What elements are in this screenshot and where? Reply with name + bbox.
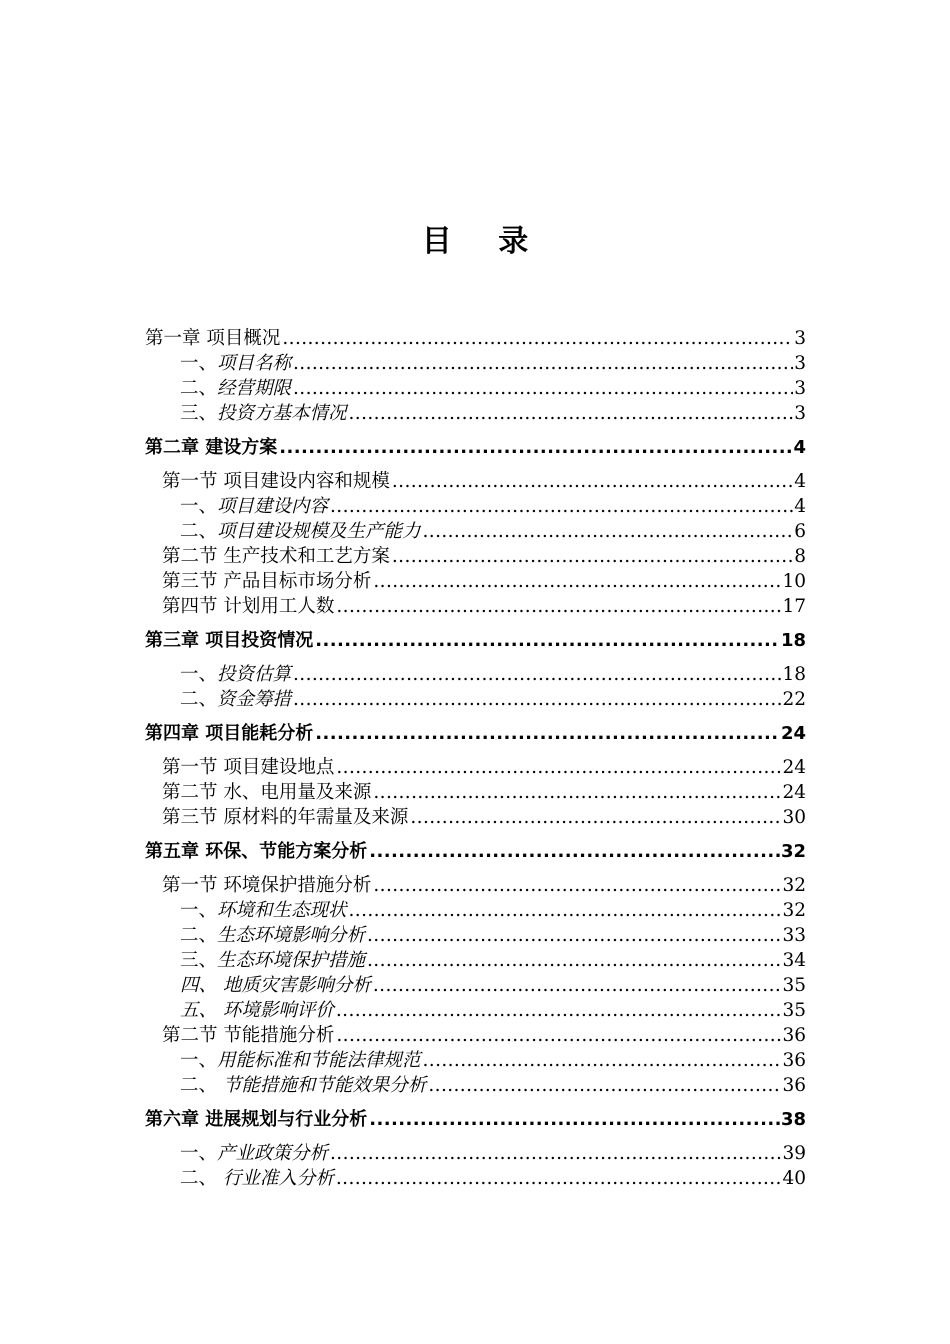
toc-entry-item[interactable] bbox=[145, 1141, 806, 1166]
dot-leader bbox=[293, 351, 793, 376]
dot-leader bbox=[373, 873, 781, 898]
toc-entry-item[interactable] bbox=[145, 376, 806, 401]
toc-entry-label: 第一节 环境保护措施分析 bbox=[162, 875, 372, 896]
dot-leader bbox=[349, 898, 782, 923]
toc-page-number: 8 bbox=[794, 546, 806, 567]
toc-entry-item[interactable] bbox=[145, 351, 806, 376]
toc-entry-item[interactable] bbox=[145, 923, 806, 948]
toc-entry-item[interactable] bbox=[145, 1048, 806, 1073]
toc-entry-label: 第三节 原材料的年需量及来源 bbox=[162, 807, 409, 828]
toc-entry-label: 项目建设规模及生产能力 bbox=[217, 521, 421, 542]
toc-entry-section[interactable] bbox=[145, 469, 806, 494]
toc-page-number: 32 bbox=[780, 841, 806, 862]
toc-page-number: 32 bbox=[782, 875, 806, 896]
toc-entry-number: 三、 bbox=[180, 950, 218, 971]
dot-leader bbox=[336, 755, 781, 780]
toc-page-number: 17 bbox=[782, 596, 806, 617]
toc-entry-section[interactable] bbox=[145, 594, 806, 619]
dot-leader bbox=[336, 1023, 781, 1048]
toc-page-number: 38 bbox=[780, 1109, 806, 1130]
toc-page-number: 3 bbox=[794, 353, 806, 374]
dot-leader bbox=[315, 628, 780, 653]
toc-entry-section[interactable] bbox=[145, 569, 806, 594]
dot-leader bbox=[293, 687, 781, 712]
dot-leader bbox=[369, 839, 780, 864]
dot-leader bbox=[315, 721, 780, 746]
toc-entry-number: 三、 bbox=[180, 403, 218, 424]
toc-entry-number: 二、 bbox=[180, 521, 218, 542]
dot-leader bbox=[423, 519, 794, 544]
toc-page-number: 39 bbox=[782, 1143, 806, 1164]
toc-entry-label: 项目名称 bbox=[217, 353, 292, 374]
table-of-contents bbox=[145, 326, 806, 1191]
toc-entry-label: 用能标准和节能法律规范 bbox=[217, 1050, 421, 1071]
toc-entry-number: 二、 bbox=[180, 1168, 218, 1189]
toc-entry-label: 第二章 建设方案 bbox=[145, 437, 278, 458]
toc-entry-item[interactable] bbox=[145, 898, 806, 923]
toc-entry-label: 第三节 产品目标市场分析 bbox=[162, 571, 372, 592]
toc-page-number: 6 bbox=[794, 521, 806, 542]
dot-leader bbox=[279, 435, 792, 460]
toc-entry-label: 资金筹措 bbox=[217, 689, 292, 710]
dot-leader bbox=[336, 1166, 782, 1191]
toc-page-number: 33 bbox=[782, 925, 806, 946]
toc-page-number: 18 bbox=[782, 664, 806, 685]
toc-page-number: 10 bbox=[782, 571, 806, 592]
dot-leader bbox=[367, 948, 781, 973]
toc-entry-item[interactable] bbox=[145, 494, 806, 519]
toc-entry-label: 经营期限 bbox=[217, 378, 292, 399]
toc-entry-item[interactable] bbox=[145, 687, 806, 712]
dot-leader bbox=[349, 401, 794, 426]
toc-entry-number: 二、 bbox=[180, 925, 218, 946]
toc-entry-number: 二、 bbox=[180, 378, 218, 399]
toc-entry-chapter[interactable] bbox=[145, 1107, 806, 1132]
dot-leader bbox=[410, 805, 781, 830]
toc-entry-number: 一、 bbox=[180, 353, 218, 374]
dot-leader bbox=[373, 569, 781, 594]
toc-page-number: 35 bbox=[782, 975, 806, 996]
toc-page-number: 4 bbox=[793, 437, 806, 458]
toc-entry-label: 第三章 项目投资情况 bbox=[145, 630, 314, 651]
toc-entry-section[interactable] bbox=[145, 873, 806, 898]
toc-page-number: 24 bbox=[780, 723, 806, 744]
toc-entry-item[interactable] bbox=[145, 519, 806, 544]
toc-entry-number: 一、 bbox=[180, 496, 218, 517]
toc-entry-item[interactable] bbox=[145, 973, 806, 998]
toc-entry-label: 项目建设内容 bbox=[217, 496, 329, 517]
toc-entry-label: 投资方基本情况 bbox=[217, 403, 347, 424]
toc-page-number: 30 bbox=[782, 807, 806, 828]
toc-page-number: 4 bbox=[794, 471, 806, 492]
toc-entry-number: 一、 bbox=[180, 664, 218, 685]
toc-entry-label: 第二节 水、电用量及来源 bbox=[162, 782, 372, 803]
dot-leader bbox=[373, 973, 782, 998]
toc-entry-item[interactable] bbox=[145, 948, 806, 973]
toc-entry-label: 地质灾害影响分析 bbox=[217, 975, 371, 996]
toc-entry-label: 产业政策分析 bbox=[217, 1143, 329, 1164]
toc-entry-item[interactable] bbox=[145, 662, 806, 687]
toc-page-number: 40 bbox=[782, 1168, 806, 1189]
toc-entry-item[interactable] bbox=[145, 998, 806, 1023]
toc-entry-section[interactable] bbox=[145, 1023, 806, 1048]
toc-entry-section[interactable] bbox=[145, 755, 806, 780]
dot-leader bbox=[428, 1073, 781, 1098]
toc-entry-label: 投资估算 bbox=[217, 664, 292, 685]
toc-entry-label: 第一节 项目建设内容和规模 bbox=[162, 471, 390, 492]
toc-entry-label: 第一章 项目概况 bbox=[145, 328, 281, 349]
dot-leader bbox=[423, 1048, 782, 1073]
toc-entry-label: 环境影响评价 bbox=[217, 1000, 334, 1021]
toc-page-number: 36 bbox=[782, 1050, 806, 1071]
toc-page-number: 24 bbox=[782, 757, 806, 778]
toc-page-number: 22 bbox=[782, 689, 806, 710]
toc-entry-number: 一、 bbox=[180, 1143, 218, 1164]
toc-entry-chapter[interactable] bbox=[145, 435, 806, 460]
dot-leader bbox=[392, 469, 793, 494]
toc-entry-label: 第六章 进展规划与行业分析 bbox=[145, 1109, 368, 1130]
toc-page-number: 35 bbox=[782, 1000, 806, 1021]
toc-entry-label: 行业准入分析 bbox=[217, 1168, 334, 1189]
dot-leader bbox=[282, 326, 793, 351]
dot-leader bbox=[293, 376, 793, 401]
toc-entry-number: 二、 bbox=[180, 1075, 218, 1096]
toc-page-number: 18 bbox=[780, 630, 806, 651]
toc-entry-label: 第四节 计划用工人数 bbox=[162, 596, 335, 617]
toc-entry-label: 生态环境影响分析 bbox=[217, 925, 366, 946]
toc-page-number: 3 bbox=[794, 378, 806, 399]
toc-page-number: 3 bbox=[794, 403, 806, 424]
toc-entry-number: 四、 bbox=[180, 975, 218, 996]
toc-entry-label: 环境和生态现状 bbox=[217, 900, 347, 921]
toc-page-number: 32 bbox=[782, 900, 806, 921]
dot-leader bbox=[330, 1141, 781, 1166]
toc-entry-label: 生态环境保护措施 bbox=[217, 950, 366, 971]
toc-entry-label: 第二节 节能措施分析 bbox=[162, 1025, 335, 1046]
toc-entry-label: 第五章 环保、节能方案分析 bbox=[145, 841, 368, 862]
toc-entry-number: 一、 bbox=[180, 1050, 218, 1071]
dot-leader bbox=[330, 494, 793, 519]
toc-entry-chapter[interactable] bbox=[145, 628, 806, 653]
toc-entry-plain[interactable] bbox=[145, 326, 806, 351]
toc-entry-item[interactable] bbox=[145, 1073, 806, 1098]
toc-entry-section[interactable] bbox=[145, 544, 806, 569]
toc-entry-label: 第四章 项目能耗分析 bbox=[145, 723, 314, 744]
toc-entry-label: 第一节 项目建设地点 bbox=[162, 757, 335, 778]
toc-page-number: 24 bbox=[782, 782, 806, 803]
dot-leader bbox=[367, 923, 781, 948]
toc-entry-item[interactable] bbox=[145, 401, 806, 426]
dot-leader bbox=[293, 662, 781, 687]
toc-page-number: 36 bbox=[782, 1075, 806, 1096]
toc-entry-number: 一、 bbox=[180, 900, 218, 921]
toc-page-number: 4 bbox=[794, 496, 806, 517]
toc-entry-label: 节能措施和节能效果分析 bbox=[217, 1075, 427, 1096]
toc-page-number: 3 bbox=[794, 328, 806, 349]
dot-leader bbox=[373, 780, 781, 805]
toc-title: 目 录 bbox=[421, 224, 547, 259]
dot-leader bbox=[392, 544, 793, 569]
toc-page-number: 34 bbox=[782, 950, 806, 971]
toc-entry-item[interactable] bbox=[145, 1166, 806, 1191]
toc-entry-label: 第二节 生产技术和工艺方案 bbox=[162, 546, 390, 567]
toc-entry-section[interactable] bbox=[145, 780, 806, 805]
toc-entry-number: 二、 bbox=[180, 689, 218, 710]
toc-entry-number: 五、 bbox=[180, 1000, 218, 1021]
toc-entry-section[interactable] bbox=[145, 805, 806, 830]
dot-leader bbox=[336, 594, 781, 619]
dot-leader bbox=[369, 1107, 780, 1132]
dot-leader bbox=[336, 998, 782, 1023]
toc-entry-chapter[interactable] bbox=[145, 839, 806, 864]
toc-page-number: 36 bbox=[782, 1025, 806, 1046]
toc-entry-chapter[interactable] bbox=[145, 721, 806, 746]
